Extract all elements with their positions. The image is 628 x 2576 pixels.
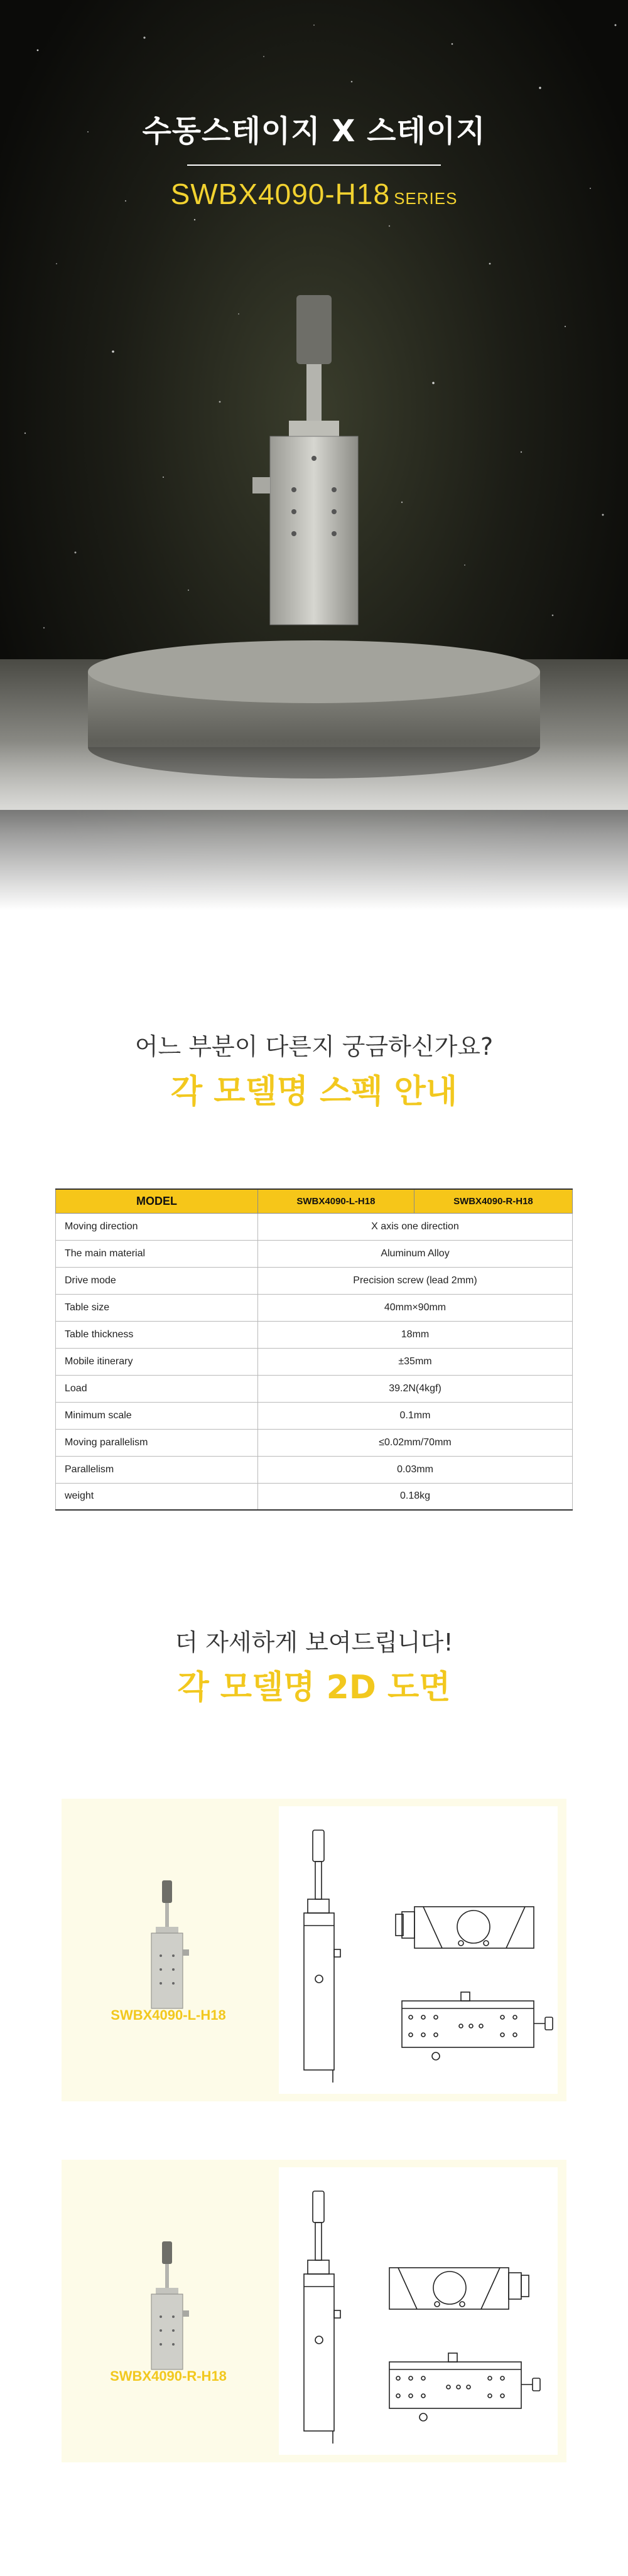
spec-label: The main material bbox=[56, 1240, 258, 1267]
drawing-panel-r bbox=[62, 2160, 566, 2462]
spec-label: Table thickness bbox=[56, 1321, 258, 1348]
spec-label: Table size bbox=[56, 1294, 258, 1321]
hero-series-label: SERIES bbox=[394, 189, 458, 208]
spec-header-col2: SWBX4090-R-H18 bbox=[414, 1189, 572, 1213]
product-stage-image bbox=[0, 270, 628, 810]
spec-header-model: MODEL bbox=[56, 1189, 258, 1213]
spec-value: 0.03mm bbox=[258, 1456, 573, 1483]
spec-value: 40mm×90mm bbox=[258, 1294, 573, 1321]
spec-label: Moving direction bbox=[56, 1213, 258, 1240]
spec-value: ±35mm bbox=[258, 1348, 573, 1375]
spec-value: 18mm bbox=[258, 1321, 573, 1348]
spec-header-row bbox=[56, 1189, 573, 1213]
product-thumb-area bbox=[62, 1799, 275, 2101]
table-row bbox=[56, 1429, 573, 1456]
hero-title: 수동스테이지 X 스테이지 bbox=[142, 114, 486, 149]
spec-label: Minimum scale bbox=[56, 1402, 258, 1429]
spec-value: 0.18kg bbox=[258, 1483, 573, 1510]
table-row bbox=[56, 1456, 573, 1483]
spec-value: ≤0.02mm/70mm bbox=[258, 1429, 573, 1456]
spec-header-col1: SWBX4090-L-H18 bbox=[258, 1189, 414, 1213]
hero-banner bbox=[0, 0, 628, 910]
panel-model-name: SWBX4090-R-H18 bbox=[110, 2368, 227, 2384]
spec-label: weight bbox=[56, 1483, 258, 1510]
table-row bbox=[56, 1402, 573, 1429]
hero-divider bbox=[187, 164, 441, 166]
table-row bbox=[56, 1483, 573, 1510]
spec-value: Precision screw (lead 2mm) bbox=[258, 1267, 573, 1294]
spec-label: Load bbox=[56, 1375, 258, 1402]
spec-label: Mobile itinerary bbox=[56, 1348, 258, 1375]
technical-drawing-l bbox=[279, 1806, 558, 2094]
spec-value: Aluminum Alloy bbox=[258, 1240, 573, 1267]
drawing-heading: 각 모델명 2D 도면 bbox=[177, 1669, 451, 1706]
panel-model-name: SWBX4090-L-H18 bbox=[111, 2007, 226, 2023]
spec-label: Moving parallelism bbox=[56, 1429, 258, 1456]
product-thumb-area bbox=[62, 2160, 275, 2462]
product-thumbnail-image bbox=[62, 2160, 275, 2462]
table-row bbox=[56, 1240, 573, 1267]
drawing-panel-l bbox=[62, 1799, 566, 2101]
spec-question: 어느 부분이 다른지 궁금하신가요? bbox=[134, 1033, 494, 1060]
hero-model-line bbox=[0, 177, 628, 211]
drawing-question: 더 자세하게 보여드립니다! bbox=[175, 1629, 453, 1656]
spec-label: Parallelism bbox=[56, 1456, 258, 1483]
table-row bbox=[56, 1321, 573, 1348]
table-row bbox=[56, 1267, 573, 1294]
spec-value: X axis one direction bbox=[258, 1213, 573, 1240]
spec-value: 0.1mm bbox=[258, 1402, 573, 1429]
spec-value: 39.2N(4kgf) bbox=[258, 1375, 573, 1402]
technical-drawing-r bbox=[279, 2167, 558, 2455]
table-row bbox=[56, 1375, 573, 1402]
spec-table bbox=[55, 1188, 573, 1511]
table-row bbox=[56, 1294, 573, 1321]
spec-label: Drive mode bbox=[56, 1267, 258, 1294]
table-row bbox=[56, 1213, 573, 1240]
hero-fade-overlay bbox=[0, 741, 628, 910]
table-row bbox=[56, 1348, 573, 1375]
product-thumbnail-image bbox=[62, 1799, 275, 2101]
hero-model-name: SWBX4090-H18 bbox=[170, 178, 391, 210]
spec-heading: 각 모델명 스펙 안내 bbox=[170, 1073, 458, 1111]
